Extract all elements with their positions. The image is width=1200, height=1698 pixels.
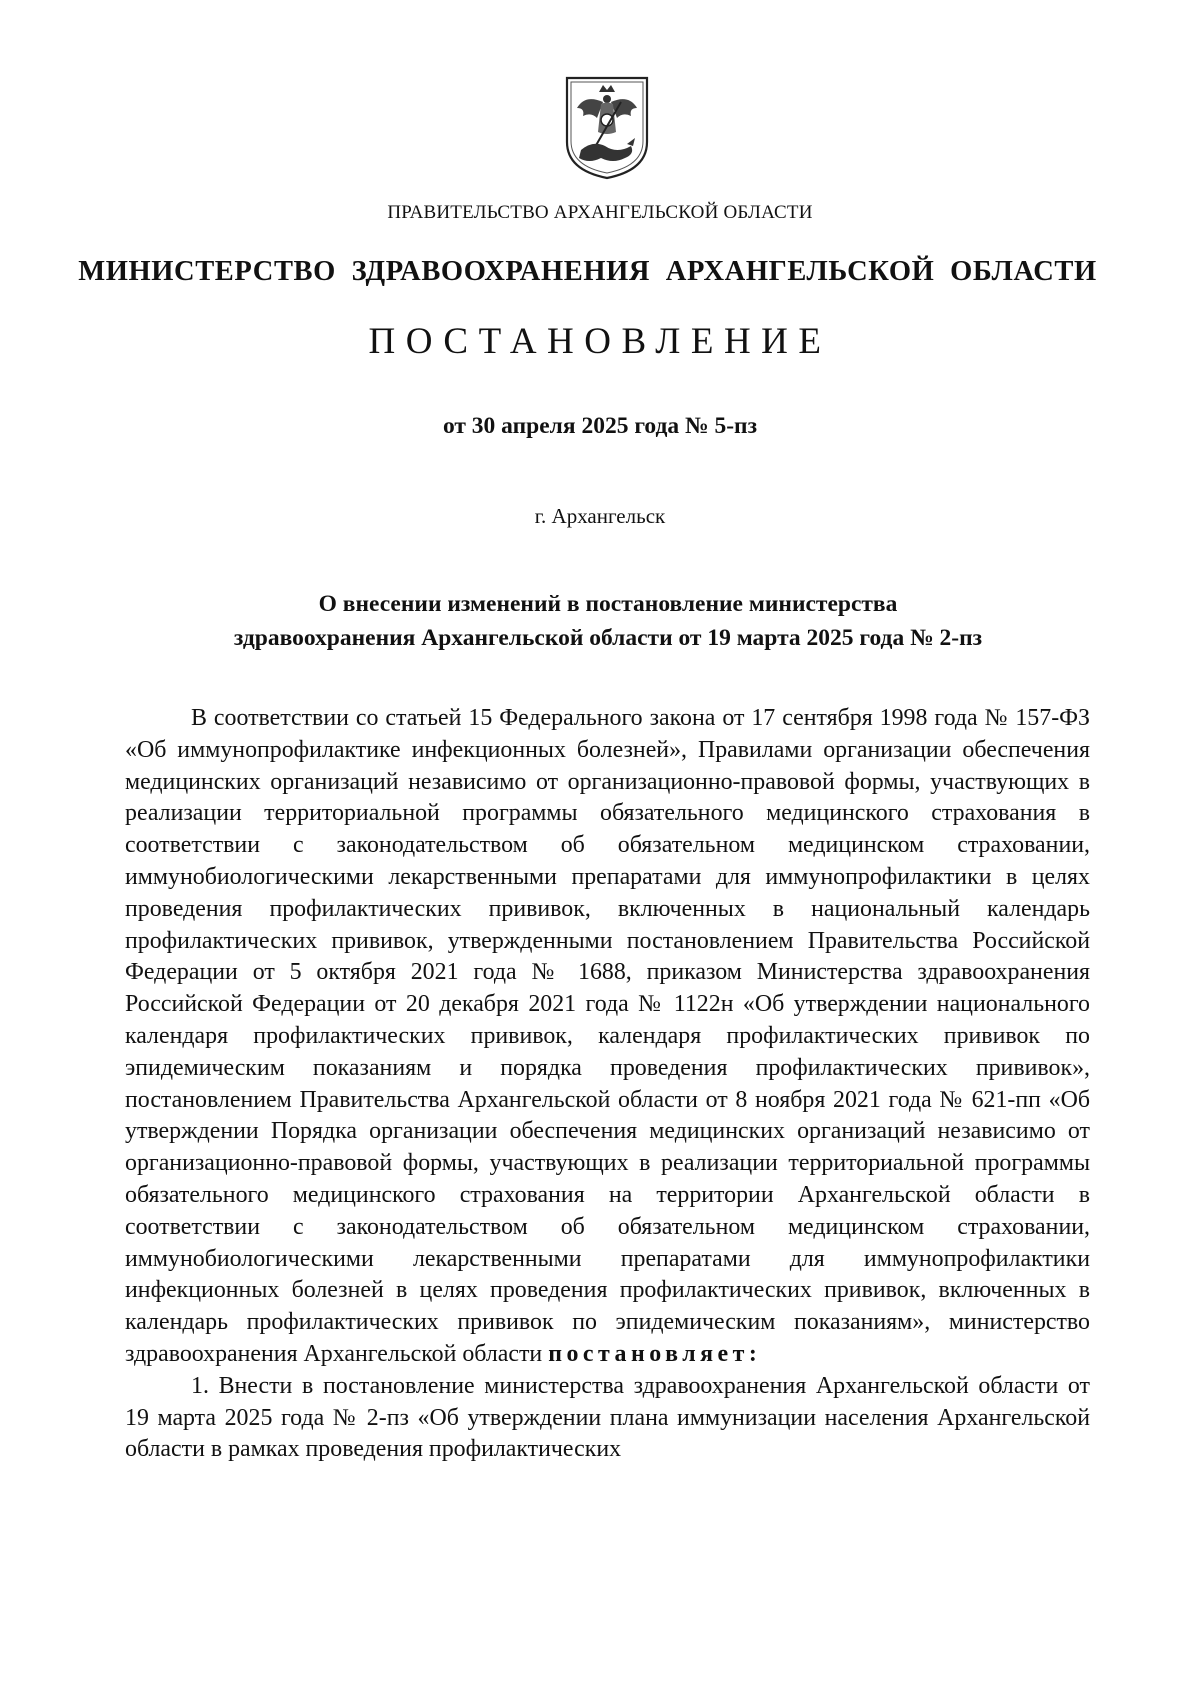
document-type: ПОСТАНОВЛЕНИЕ [368, 321, 832, 362]
title-line-2: здравоохранения Архангельской области от 19 марта 2025 года № 2-пз [233, 625, 983, 651]
document-title [140, 587, 1076, 655]
ministry-name: МИНИСТЕРСТВО ЗДРАВООХРАНЕНИЯ АРХАНГЕЛЬСКОЙ ОБЛАСТИ [78, 256, 1097, 287]
document-body [125, 703, 1090, 1466]
date-number: от 30 апреля 2025 года № 5-пз [442, 413, 758, 439]
resolves-word: постановляет: [548, 1340, 762, 1367]
preamble-text: В соответствии со статьей 15 Федерального закона от 17 сентября 1998 года № 157-ФЗ «Об иммунопрофилактике инфекционных болезней», Правилами организации обеспечения медицинских организаций независимо от организационно-правовой формы, участвующих в реализации территориальной программы обязательного медицинского страхования в соответствии с законодательством об обязательном медицинском страховании, иммунобиологическими лекарственными препаратами для иммунопрофилактики в целях проведения профилактических прививок, включенных в национальный календарь профилактических прививок, утвержденными постановлением Правительства Российской Федерации от 5 октября 2021 года № 1688, приказом Министерства здравоохранения Российской Федерации от 20 декабря 2021 года № 1122н «Об утверждении национального календаря профилактических прививок, календаря профилактических прививок по эпидемическим показаниям и порядка проведения профилактических прививок», постановлением Правительства Архангельской области от 8 ноября 2021 года № 621-пп «Об утверждении Порядка организации обеспечения медицинских организаций независимо от организационно-правовой формы, участвующих в реализации территориальной программы обязательного медицинского страхования на территории Архангельской области в соответствии с законодательством об обязательном медицинском страховании, иммунобиологическими лекарственными препаратами для иммунопрофилактики инфекционных болезней в целях проведения профилактических прививок, включенных в календарь профилактических прививок по эпидемическим показаниям», министерство здравоохранения Архангельской области [125, 705, 1090, 1367]
coat-of-arms-icon [561, 74, 653, 180]
item-1-paragraph: 1. Внести в постановление министерства здравоохранения Архангельской области от 19 марта 2025 года № 2-пз «Об утверждении плана иммунизации населения Архангельской области в рамках проведения профилактических [125, 1372, 1090, 1463]
government-name: ПРАВИТЕЛЬСТВО АРХАНГЕЛЬСКОЙ ОБЛАСТИ [387, 202, 813, 223]
city: г. Архангельск [534, 504, 666, 528]
title-line-1: О внесении изменений в постановление министерства [318, 591, 898, 617]
preamble-paragraph [125, 703, 1090, 1371]
